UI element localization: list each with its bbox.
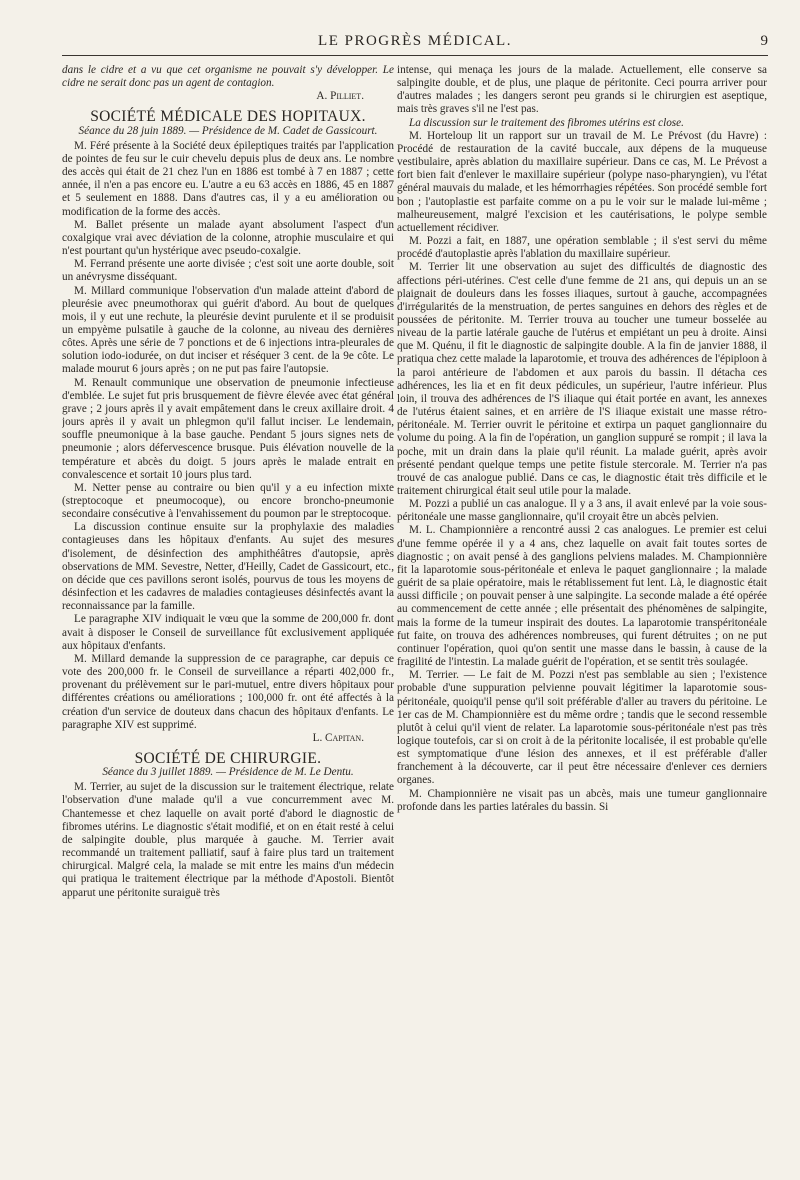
seance-line-hopitaux: Séance du 28 juin 1889. — Présidence de M. Cadet de Gassicourt. <box>78 124 378 137</box>
section-title-hopitaux: SOCIÉTÉ MÉDICALE DES HOPITAUX. <box>90 108 366 126</box>
page-header <box>62 33 768 56</box>
paragraph: M. Ferrand présente une aorte divisée ; c'est soit une aorte double, soit un anévrysme disséquant. <box>62 258 394 284</box>
paragraph: M. Terrier lit une observation au sujet des difficultés de diagnostic des affections péri-utérines. C'est celle d'une femme de 21 ans, qui depuis un an se plaignait de douleurs dans les fosses iliaques, surtout à gauche, accompagnées d'irrégularités de la menstruation, de pertes sanguines en dehors des règles et de poussées de péritonite. M. Terrier trouva au toucher une tumeur bosselée au niveau de la partie latérale gauche de l'utérus et empiétant un peu à droite. Ainsi que M. Quénu, il fit le diagnostic de salpingite double. A la fin de janvier 1888, il pratiqua chez cette malade la laparotomie, et trouva des adhérences de l'épiploon à la paroi antérieure de l'abdomen et aux parois du bassin. Il détacha ces adhérences, les lia et en fit deux pédicules, un supérieur, l'autre inférieur. Plus loin, il trouva des adhérences de l'S iliaque qui était portée en avant, les annexes de l'utérus étaient saines, et en arrière de l'S iliaque existait une masse rétro-péritonéale. M. Terrier ouvrit le péritoine et extirpa un paquet ganglionnaire du volume du poing. A la fin de l'opération, un ganglion suppuré se rompit ; il lava la poche, mit un drain dans la plaie qu'il réunit. La malade guérit, après avoir présenté pendant quelque temps une petite fistule stercorale. M. Terrier n'a pas trouvé de cas analogue publié. Dans ce cas, le diagnostic était très difficile et le traitement chirurgical était seul utile pour la malade. <box>397 261 767 497</box>
paragraph: intense, qui menaça les jours de la malade. Actuellement, elle conserve sa salpingite double, et de plus, une plaque de péritonite. Ceci pourra arriver pour d'autres malades ; les dangers seront peu grands si le chirurgien est aseptique, mais très graves s'il ne l'est pas. <box>397 64 767 116</box>
paragraph: M. Ballet présente un malade ayant absolument l'aspect d'un coxalgique vrai avec déviation de la colonne, atrophie musculaire et qui n'est pourtant qu'un hystérique avec pseudo-coxalgie. <box>62 218 394 258</box>
paragraph: M. Millard demande la suppression de ce paragraphe, car depuis ce vote des 200,000 fr. le Conseil de surveillance a réparti 402,000 fr., provenant du prélèvement sur le pari-mutuel, entre divers hôpitaux pour différentes créations ou améliorations ; 100,000 fr. ont été affectés à la création d'un service de douteux dans chacun des hôpitaux d'enfants. Le paragraphe XIV est supprimé. <box>62 652 394 731</box>
section-signature: L. Capitan. <box>312 731 364 744</box>
page-number: 9 <box>760 33 768 49</box>
running-title: LE PROGRÈS MÉDICAL. <box>318 33 512 49</box>
paragraph: M. L. Championnière a rencontré aussi 2 cas analogues. Le premier est celui d'une femme opérée il y a 4 ans, chez laquelle on avait fait toutes sortes de diagnostic ; on avait pensé à des ganglions pelviens malades. M. Championnière fit la laparotomie sous-péritonéale et enleva le paquet ganglionnaire ; la malade guérit de sa plaie opératoire, mais le rétablissement fut lent. Là, le diagnostic était aussi difficile ; on pouvait penser à une salpingite. La seconde malade a été opérée au commencement de cette année ; elle présentait des phénomènes de salpingite, mais la forme de la tumeur inspirait des doutes. La laparotomie transpéritonéale fut faite, on trouva des adhérences nombreuses, qui furent détruites ; on ne put continuer l'opération, quoi qu'on sentit une masse dans le bassin, à cause de la fragilité de l'intestin. La malade guérit de l'opération, et se sentit très soulagée. <box>397 524 767 669</box>
paragraph: M. Horteloup lit un rapport sur un travail de M. Le Prévost (du Havre) : Procédé de restauration de la cavité buccale, aux dépens de la muqueuse vestibulaire, après ablation du maxillaire supérieur. Dans ce cas, M. Le Prévost a fort bien fait d'enlever le maxillaire supérieur (polype naso-pharyngien), vu l'état général mauvais du malade, et les hémorrhagies répétées. Son procédé semble fort bon ; l'autoplastie est parfaite comme on a pu le voir sur le malade lui-même ; malheureusement, malgré l'excision et les cautérisations, le polype semble actuellement récidiver. <box>397 129 767 234</box>
paragraph: M. Netter pense au contraire ou bien qu'il y a eu infection mixte (streptocoque et pneumocoque), ou encore broncho-pneumonie secondaire consécutive à l'envahissement du poumon par le streptocoque. <box>62 481 394 521</box>
right-column <box>397 64 767 1160</box>
paragraph: M. Renault communique une observation de pneumonie infectieuse d'emblée. Le sujet fut pris brusquement de fièvre élevée avec état général grave ; 2 jours après il y avait empâtement dans le creux axillaire droit. 4 jours après il y avait un phlegmon qu'il fallut inciser. Le lendemain, souffle pneumonique à la base gauche. Pendant 5 jours signes nets de pneumonie ; alors défervescence brusque. Puis élévation nouvelle de la température et abcès du doigt. 5 jours après le malade entrait en convalescence et sortait 10 jours plus tard. <box>62 376 394 481</box>
paragraph: M. Féré présente à la Société deux épileptiques traités par l'application de pointes de feu sur le cuir chevelu depuis plus de deux ans. Le nombre des accès qui était de 21 chez l'un en 1886 est tombé à 7 en 1887 ; cette année, il n'en a pas encore eu. L'autre a eu 63 accès en 1886, 45 en 1887 et 5 seulement en 1888. Dans d'autres cas, il y a eu amélioration ou modification de la forme des accès. <box>62 139 394 218</box>
paragraph: M. Pozzi a publié un cas analogue. Il y a 3 ans, il avait enlevé par la voie sous-péritonéale une masse ganglionnaire, qu'il croyait être un abcès pelvien. <box>397 498 767 524</box>
paragraph: M. Terrier. — Le fait de M. Pozzi n'est pas semblable au sien ; l'existence probable d'une suppuration pelvienne pouvait légitimer la laparotomie sous-péritonéale, quoiqu'il pense qu'il soit préférable d'aller au travers du péritoine. Le 1er cas de M. Championnière est du même ordre ; tandis que le second ressemble plutôt à celui qu'il vient de relater. La laparotomie sous-péritonéale n'est pas très logique toutefois, car si on croit à de la péritonite localisée, il est probable qu'elle est symptomatique d'une lésion des annexes, et il est préférable d'aller franchement à la découverte, car il peut être nécessaire d'enlever ces derniers organes. <box>397 669 767 787</box>
paragraph: La discussion sur le traitement des fibromes utérins est close. <box>409 116 684 129</box>
paragraph: M. Millard communique l'observation d'un malade atteint d'abord de pleurésie avec pneumothorax qui guérit d'abord. Au bout de quelques mois, il y eut une rechute, la pleurésie devint purulente et il se produisit un empyème pulsatile à gauche de la colonne, au niveau des dernières côtes. Après une série de 7 ponctions et de 6 injections intra-pleurales de solution iodo-iodurée, on dut inciser et réséquer 3 cent. de la 9e côte. Le malade mourut 6 jours après ; on ne put pas faire l'autopsie. <box>62 284 394 376</box>
paragraph: Le paragraphe XIV indiquait le vœu que la somme de 200,000 fr. dont avait à disposer le Conseil de surveillance fût exclusivement appliquée aux hôpitaux d'enfants. <box>62 613 394 652</box>
paragraph: M. Pozzi a fait, en 1887, une opération semblable ; il s'est servi du même procédé d'autoplastie après l'ablation du maxillaire supérieur. <box>397 235 767 261</box>
section-title-chirurgie: SOCIÉTÉ DE CHIRURGIE. <box>134 749 322 767</box>
left-column <box>62 64 394 1160</box>
continued-signature: A. Pilliet. <box>316 90 364 103</box>
paragraph: La discussion continue ensuite sur la prophylaxie des maladies contagieuses dans les hôpitaux d'enfants. Au sujet des mesures d'isolement, de désinfection des amphithéâtres d'autopsie, après observations de MM. Sevestre, Netter, d'Heilly, Cadet de Gassicourt, etc., on décide que ces pavillons seront isolés, pourvus de tous les moyens de désinfection et les cadavres de maladies contagieuses désinfectés avant la reconnaissance par la famille. <box>62 521 394 613</box>
seance-line-chirurgie: Séance du 3 juillet 1889. — Présidence de M. Le Dentu. <box>102 766 354 779</box>
paragraph: M. Terrier, au sujet de la discussion sur le traitement électrique, relate l'observation d'une malade qu'il a vue concurremment avec M. Chantemesse et chez laquelle on avait porté d'abord le diagnostic de fibromes utérins. Le diagnostic s'était modifié, et on en était resté à celui de salpingite double, plus marquée à gauche. M. Terrier avait recommandé un traitement palliatif, sauf à faire plus tard un traitement chirurgical. Malgré cela, la malade se mit entre les mains d'un médecin qui pratiqua le traitement électrique par la méthode d'Apostoli. Bientôt apparut une péritonite suraiguë très <box>62 781 394 899</box>
paragraph: M. Championnière ne visait pas un abcès, mais une tumeur ganglionnaire profonde dans les parties latérales du bassin. Si <box>397 787 767 813</box>
continued-paragraph: dans le cidre et a vu que cet organisme ne pouvait s'y développer. Le cidre ne serait donc pas un agent de contagion. <box>62 64 394 90</box>
